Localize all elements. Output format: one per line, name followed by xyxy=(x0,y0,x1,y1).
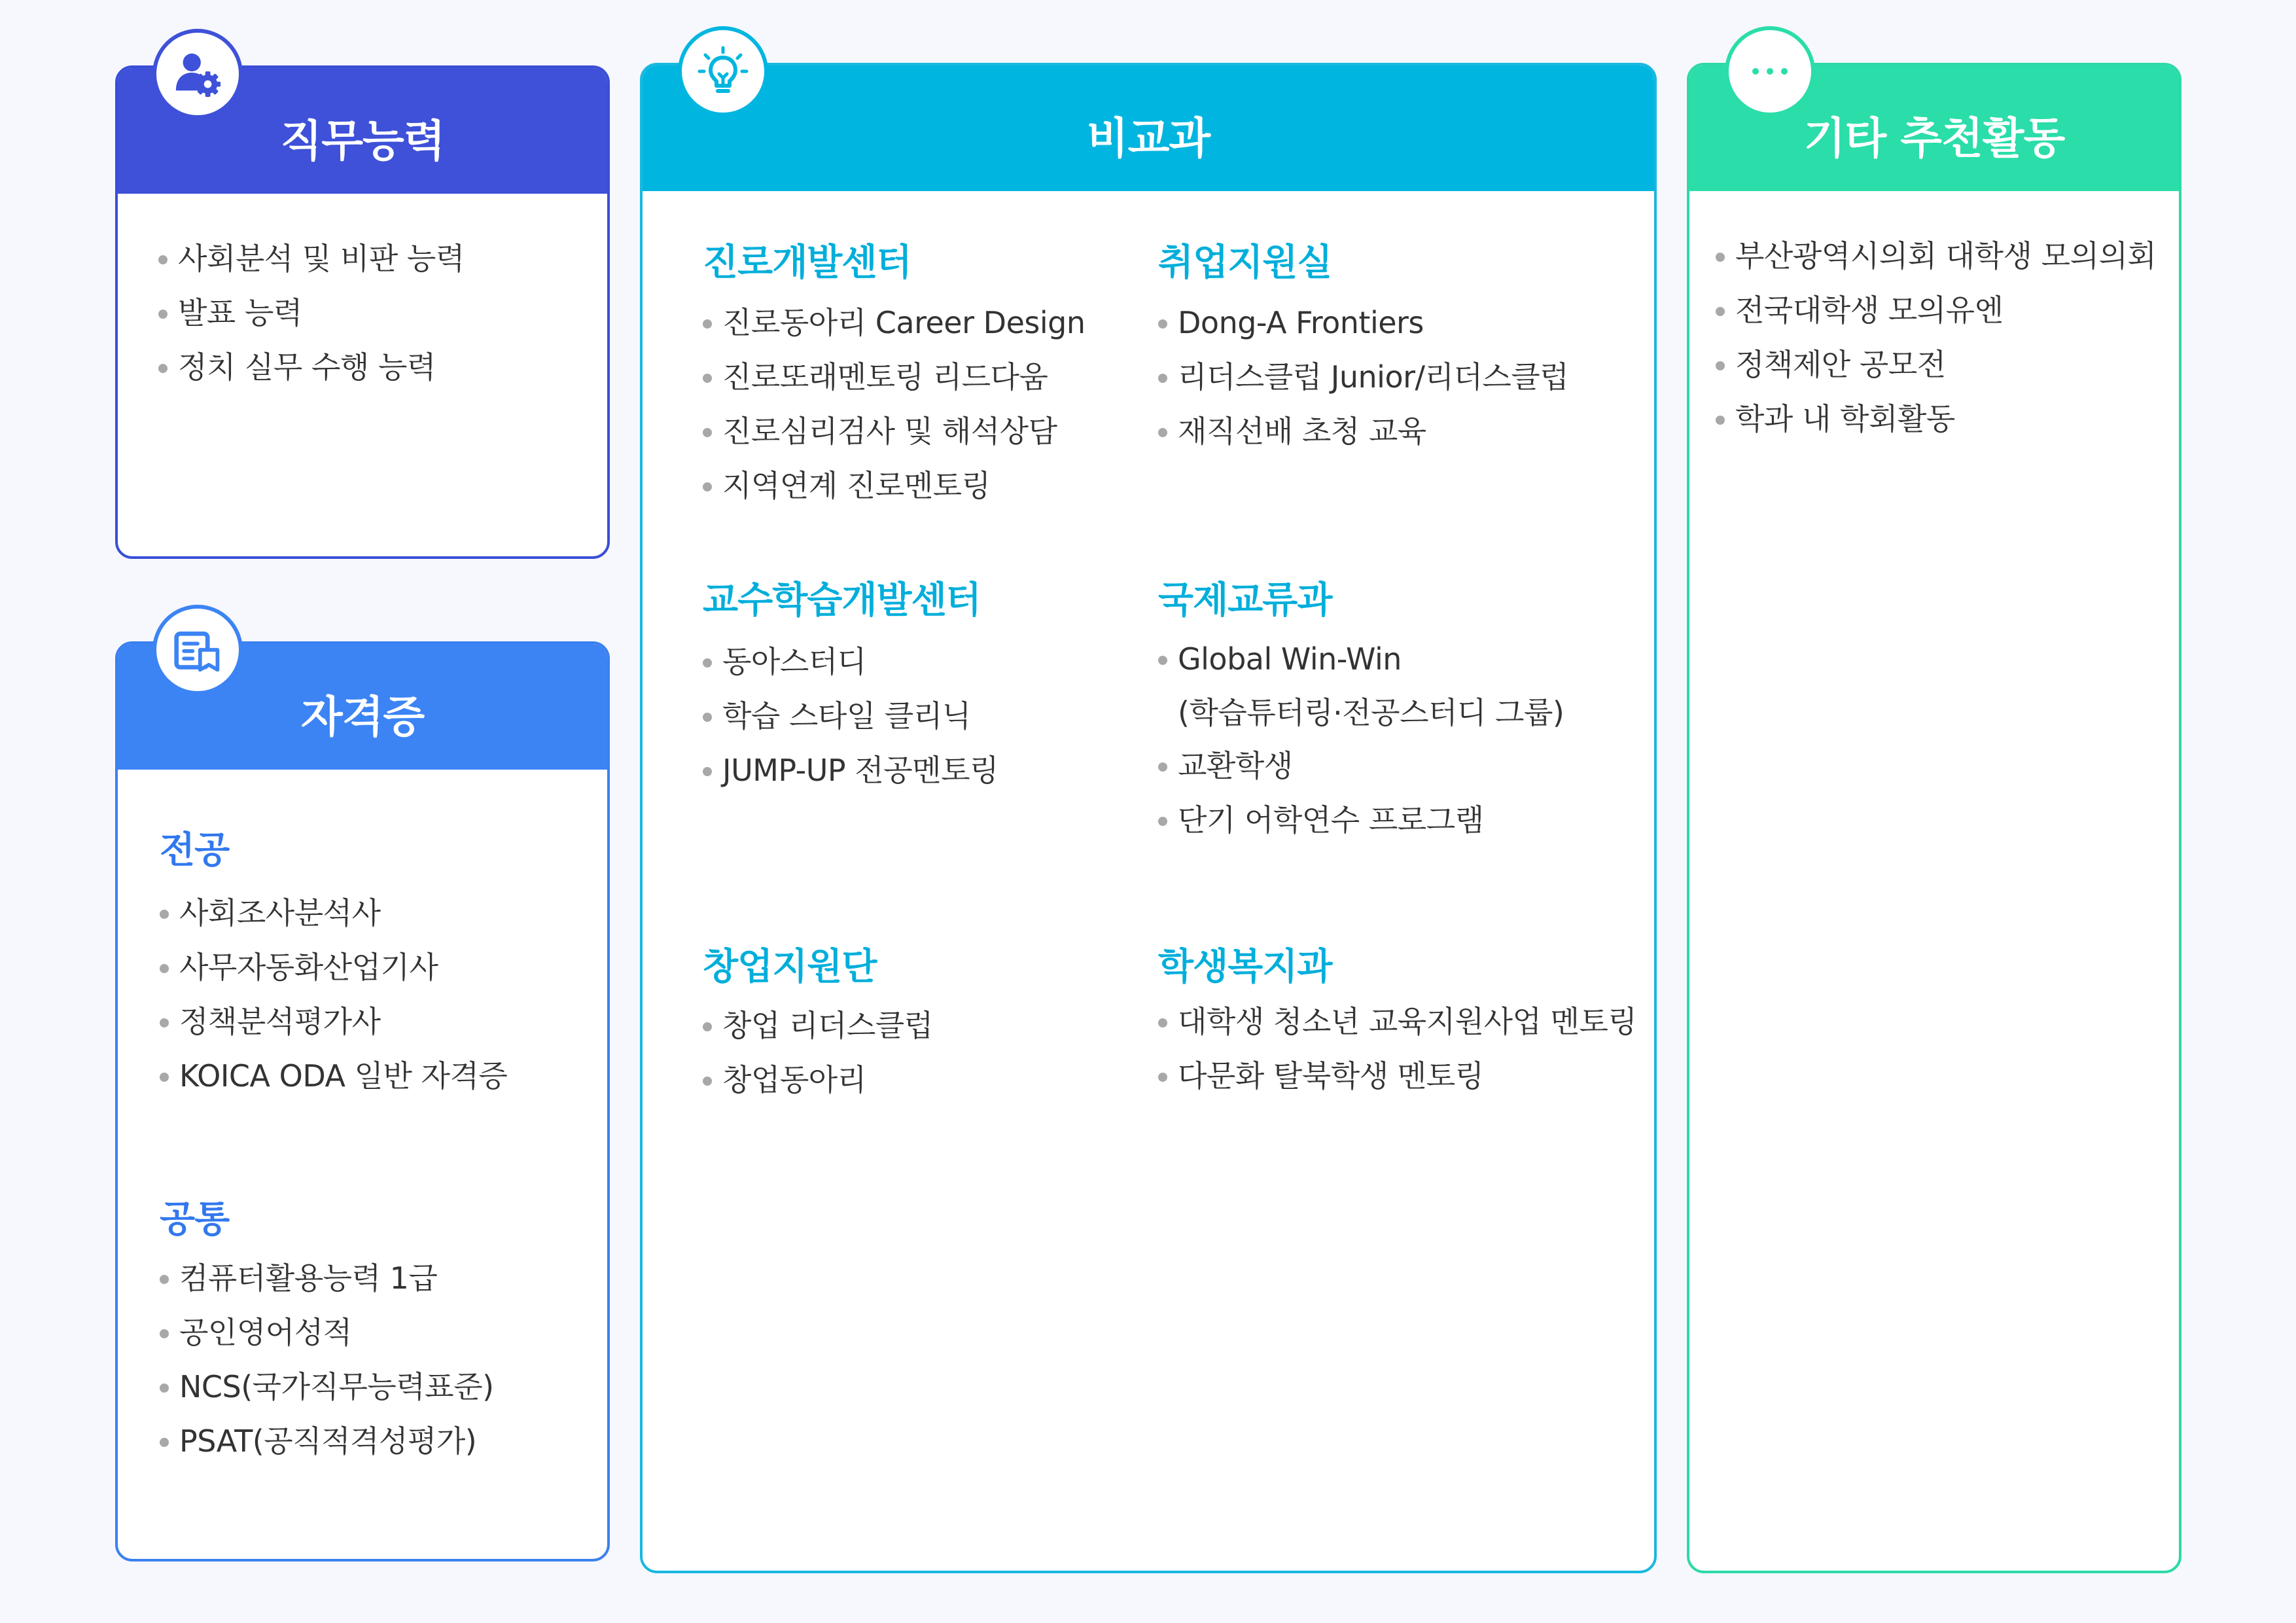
job-skills-card xyxy=(115,65,610,559)
extracurricular-card xyxy=(640,63,1657,1573)
section-title-student-welfare: 학생복지과 xyxy=(1158,946,1332,988)
student-welfare-list xyxy=(1158,995,1636,1103)
section-title-teaching-center: 교수학습개발센터 xyxy=(703,579,981,622)
job-skills-title: 직무능력 xyxy=(280,115,445,166)
list-item: 교환학생 xyxy=(1158,739,1564,793)
international-office-list xyxy=(1158,632,1564,847)
employment-office-list xyxy=(1158,296,1568,459)
list-item: 리더스클럽 Junior/리더스클럽 xyxy=(1158,350,1568,404)
section-title-employment-office: 취업지원실 xyxy=(1158,241,1332,284)
list-item-subtext: (학습튜터링·전공스터디 그룹) xyxy=(1178,695,1564,730)
list-item: 창업동아리 xyxy=(703,1053,933,1107)
list-item: 학습 스타일 클리닉 xyxy=(703,689,998,743)
section-title-international-office: 국제교류과 xyxy=(1158,579,1332,622)
list-item: 다문화 탈북학생 멘토링 xyxy=(1158,1049,1636,1103)
list-item: Dong-A Frontiers xyxy=(1158,296,1568,350)
list-item: 정책제안 공모전 xyxy=(1716,338,2156,392)
list-item-text: Global Win-Win xyxy=(1178,641,1402,677)
lightbulb-icon xyxy=(678,26,768,116)
certificate-card xyxy=(115,641,610,1561)
common-cert-list xyxy=(160,1251,494,1469)
certificate-title: 자격증 xyxy=(300,691,425,742)
list-item: NCS(국가직무능력표준) xyxy=(160,1360,494,1414)
job-skills-list xyxy=(158,232,465,395)
list-item: 창업 리더스클럽 xyxy=(703,999,933,1053)
list-item: 진로동아리 Career Design xyxy=(703,296,1085,350)
certificate-document-icon xyxy=(152,605,243,695)
more-dots-icon xyxy=(1725,26,1815,116)
section-title-career-center: 진로개발센터 xyxy=(703,241,911,284)
user-gear-icon xyxy=(152,29,243,119)
list-item: 발표 능력 xyxy=(158,286,465,340)
list-item: 정치 실무 수행 능력 xyxy=(158,340,465,395)
list-item: KOICA ODA 일반 자격증 xyxy=(160,1049,507,1103)
other-activities-list xyxy=(1716,229,2156,446)
list-item: 대학생 청소년 교육지원사업 멘토링 xyxy=(1158,995,1636,1049)
list-item: PSAT(공직적격성평가) xyxy=(160,1414,494,1469)
list-item: 동아스터디 xyxy=(703,635,998,689)
startup-center-list xyxy=(703,999,933,1107)
list-item: 진로심리검사 및 해석상담 xyxy=(703,404,1085,459)
section-title-startup-center: 창업지원단 xyxy=(703,946,877,988)
list-item: 컴퓨터활용능력 1급 xyxy=(160,1251,494,1306)
list-item: 부산광역시의회 대학생 모의의회 xyxy=(1716,229,2156,283)
list-item: 사무자동화산업기사 xyxy=(160,940,507,995)
list-item: 학과 내 학회활동 xyxy=(1716,392,2156,446)
list-item: 진로또래멘토링 리드다움 xyxy=(703,350,1085,404)
list-item: 지역연계 진로멘토링 xyxy=(703,459,1085,513)
list-item: 사회분석 및 비판 능력 xyxy=(158,232,465,286)
list-item xyxy=(1158,632,1564,739)
list-item: 정책분석평가사 xyxy=(160,995,507,1049)
teaching-center-list xyxy=(703,635,998,798)
list-item: 단기 어학연수 프로그램 xyxy=(1158,793,1564,847)
major-cert-list xyxy=(160,886,507,1103)
extracurricular-title: 비교과 xyxy=(1086,113,1210,164)
career-center-list xyxy=(703,296,1085,513)
other-activities-card xyxy=(1687,63,2181,1573)
extracurricular-header xyxy=(643,65,1654,191)
list-item: 사회조사분석사 xyxy=(160,886,507,940)
section-title-major: 전공 xyxy=(160,829,230,872)
list-item: JUMP-UP 전공멘토링 xyxy=(703,743,998,798)
list-item: 공인영어성적 xyxy=(160,1306,494,1360)
list-item: 재직선배 초청 교육 xyxy=(1158,404,1568,459)
section-title-common: 공통 xyxy=(160,1198,230,1241)
list-item: 전국대학생 모의유엔 xyxy=(1716,283,2156,338)
other-activities-title: 기타 추천활동 xyxy=(1803,113,2065,164)
